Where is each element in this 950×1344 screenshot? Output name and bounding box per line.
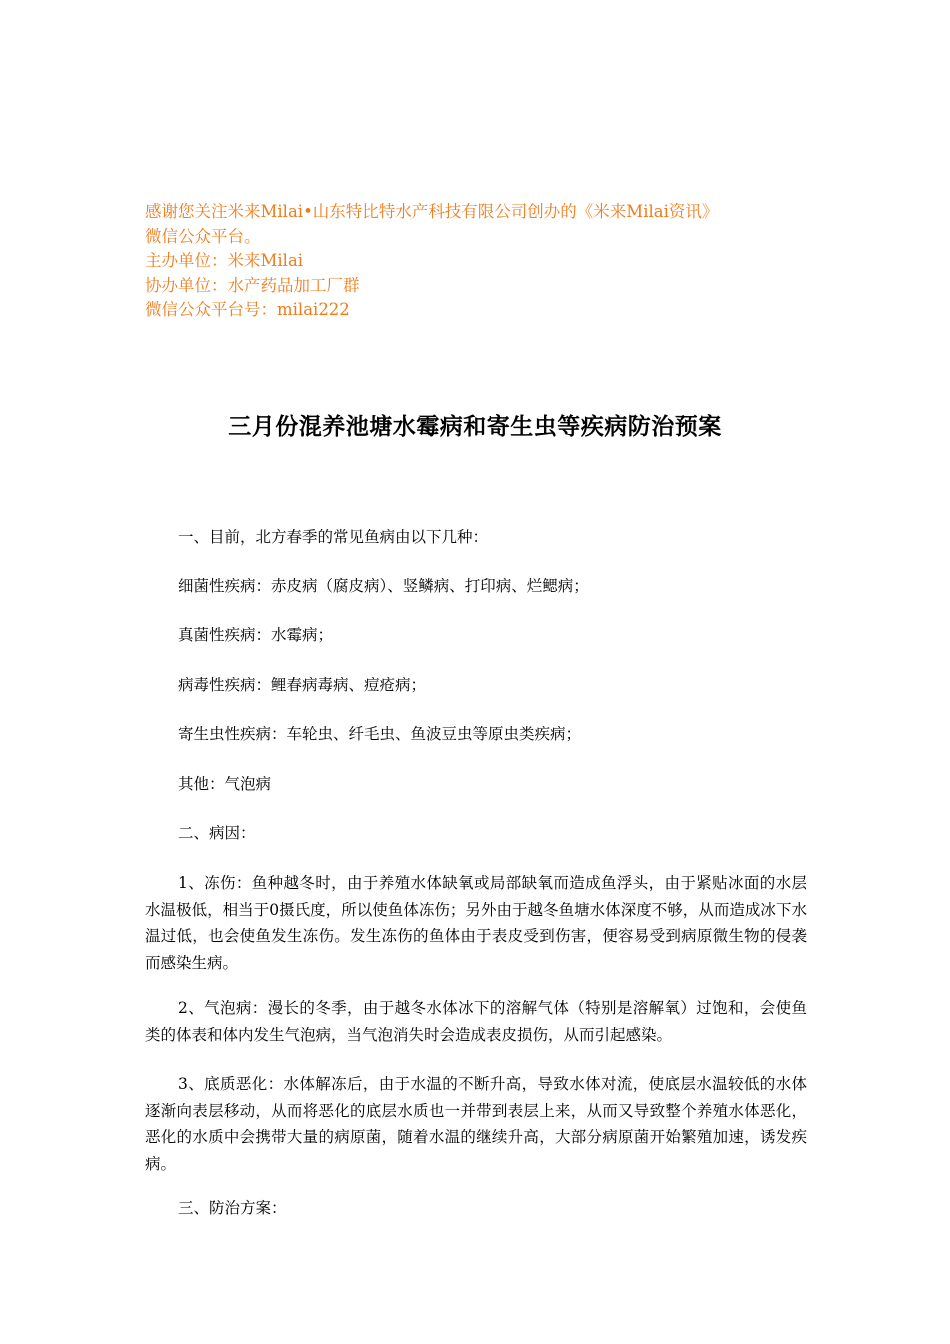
cause-frostbite: 1、冻伤：鱼种越冬时，由于养殖水体缺氧或局部缺氧而造成鱼浮头，由于紧贴冰面的水层水温极低，相当于0摄氏度，所以使鱼体冻伤；另外由于越冬鱼塘水体深度不够，从而造成冰下水温过低，也会使鱼发生冻伤。发生冻伤的鱼体由于表皮受到伤害，便容易受到病原微生物的侵袭而感染生病。 [145,874,807,972]
header-co-host: 协办单位：水产药品加工厂群 [145,275,360,295]
wechat-header-notice [145,200,825,323]
section1-heading: 一、目前，北方春季的常见鱼病由以下几种： [178,528,489,546]
section2-heading: 二、病因： [178,824,256,842]
disease-bacterial: 细菌性疾病：赤皮病（腐皮病）、竖鳞病、打印病、烂鳃病； [178,577,589,595]
cause-substrate-deterioration: 3、底质恶化：水体解冻后，由于水温的不断升高，导致水体对流，使底层水温较低的水体逐渐向表层移动，从而将恶化的底层水质也一并带到表层上来，从而又导致整个养殖水体恶化，恶化的水质中会携带大量的病原菌，随着水温的继续升高，大部分病原菌开始繁殖加速，诱发疾病。 [145,1075,807,1173]
header-wechat-id: 微信公众平台号：milai222 [145,300,350,319]
section3-heading: 三、防治方案： [178,1199,287,1217]
header-thanks-line-cont: 微信公众平台。 [145,226,261,246]
header-thanks-line: 感谢您关注米来Milai•山东特比特水产科技有限公司创办的《米来Milai资讯》 [145,202,719,221]
disease-fungal: 真菌性疾病：水霉病； [178,626,334,644]
document-title: 三月份混养池塘水霉病和寄生虫等疾病防治预案 [228,413,722,440]
disease-parasitic: 寄生虫性疾病：车轮虫、纤毛虫、鱼波豆虫等原虫类疾病； [178,725,582,743]
header-host: 主办单位：米来Milai [145,251,304,270]
disease-viral: 病毒性疾病：鲤春病毒病、痘疮病； [178,676,427,694]
cause-bubble-disease: 2、气泡病：漫长的冬季，由于越冬水体冰下的溶解气体（特别是溶解氧）过饱和，会使鱼类的体表和体内发生气泡病，当气泡消失时会造成表皮损伤，从而引起感染。 [145,999,807,1044]
disease-other: 其他：气泡病 [178,775,272,793]
